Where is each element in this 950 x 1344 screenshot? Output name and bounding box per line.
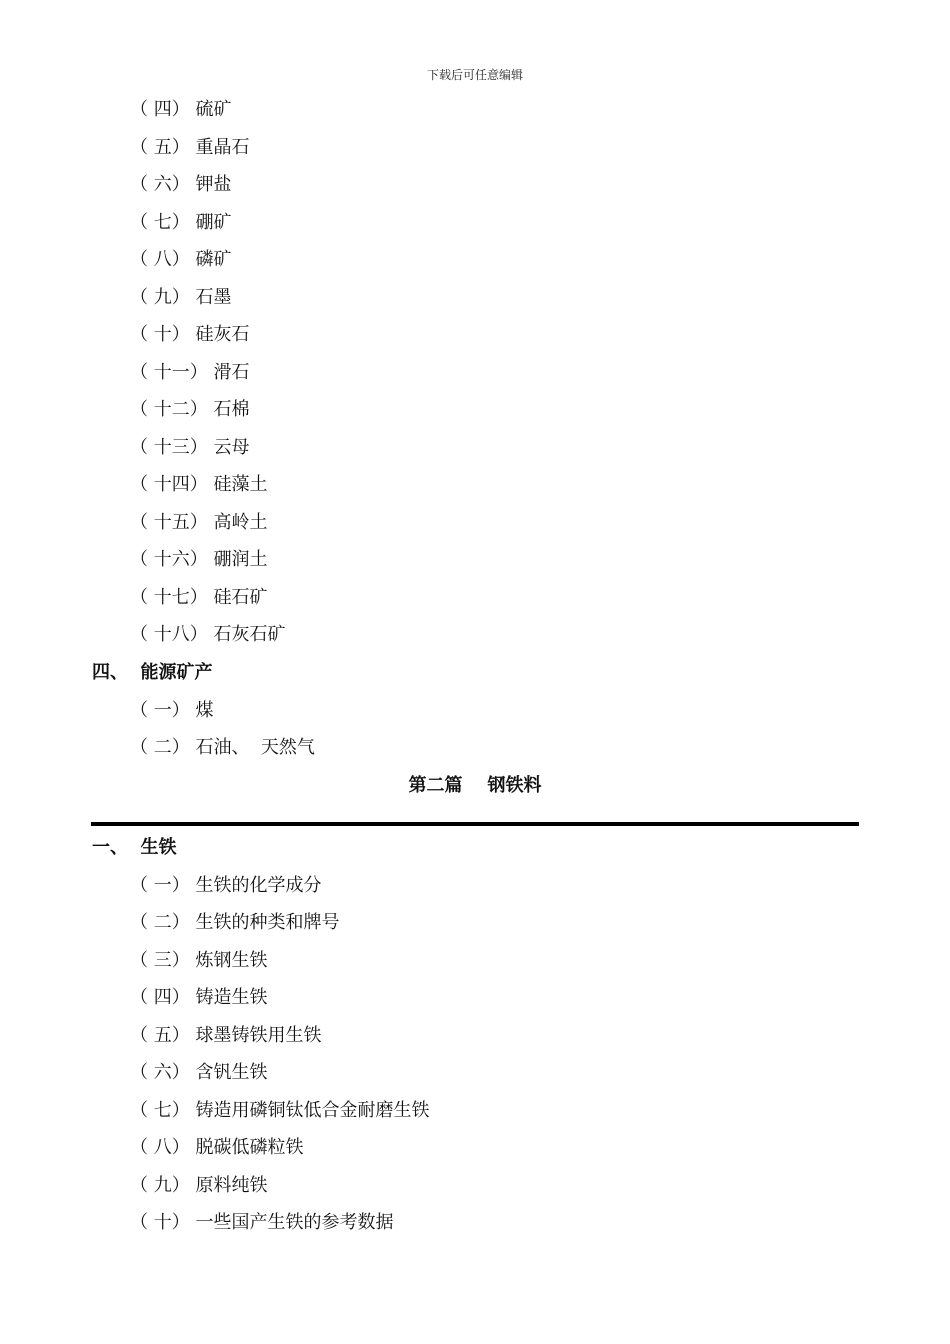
toc-item-pure-iron: （ 九） 原料纯铁: [130, 1175, 268, 1196]
toc-item-steelmaking-iron: （ 三） 炼钢生铁: [130, 950, 268, 971]
section-heading-energy: 四、 能源矿产: [92, 662, 213, 683]
toc-item-sulfur: （ 四） 硫矿: [130, 99, 232, 120]
toc-item-asbestos: （ 十二） 石棉: [130, 399, 250, 420]
toc-item-barite: （ 五） 重晶石: [130, 137, 250, 158]
section-heading-pig-iron: 一、 生铁: [92, 837, 177, 858]
toc-item-foundry-iron: （ 四） 铸造生铁: [130, 987, 268, 1008]
horizontal-rule: [91, 822, 859, 826]
toc-item-boron: （ 七） 硼矿: [130, 212, 232, 233]
toc-item-diatomite: （ 十四） 硅藻土: [130, 474, 268, 495]
toc-item-nodular-iron: （ 五） 球墨铸铁用生铁: [130, 1025, 322, 1046]
toc-item-granular-iron: （ 八） 脱碳低磷粒铁: [130, 1137, 304, 1158]
toc-item-kaolin: （ 十五） 高岭土: [130, 512, 268, 533]
toc-item-types-grades: （ 二） 生铁的种类和牌号: [130, 912, 340, 933]
toc-item-graphite: （ 九） 石墨: [130, 287, 232, 308]
toc-item-chemical-composition: （ 一） 生铁的化学成分: [130, 875, 322, 896]
page-header: 下载后可任意编辑: [426, 68, 523, 82]
toc-item-reference-data: （ 十） 一些国产生铁的参考数据: [130, 1212, 394, 1233]
toc-item-vanadium-iron: （ 六） 含钒生铁: [130, 1062, 268, 1083]
toc-item-talc: （ 十一） 滑石: [130, 362, 250, 383]
part-title: 第二篇 钢铁料: [408, 775, 542, 796]
toc-item-phosphate: （ 八） 磷矿: [130, 249, 232, 270]
toc-item-oil-gas: （ 二） 石油、 天然气: [130, 737, 315, 758]
toc-item-wear-resistant-iron: （ 七） 铸造用磷铜钛低合金耐磨生铁: [130, 1100, 430, 1121]
toc-item-limestone: （ 十八） 石灰石矿: [130, 624, 286, 645]
toc-item-mica: （ 十三） 云母: [130, 437, 250, 458]
toc-item-silica: （ 十七） 硅石矿: [130, 587, 268, 608]
toc-item-wollastonite: （ 十） 硅灰石: [130, 324, 250, 345]
toc-item-potash: （ 六） 钾盐: [130, 174, 232, 195]
toc-item-coal: （ 一） 煤: [130, 700, 214, 721]
toc-item-bentonite: （ 十六） 硼润土: [130, 549, 268, 570]
